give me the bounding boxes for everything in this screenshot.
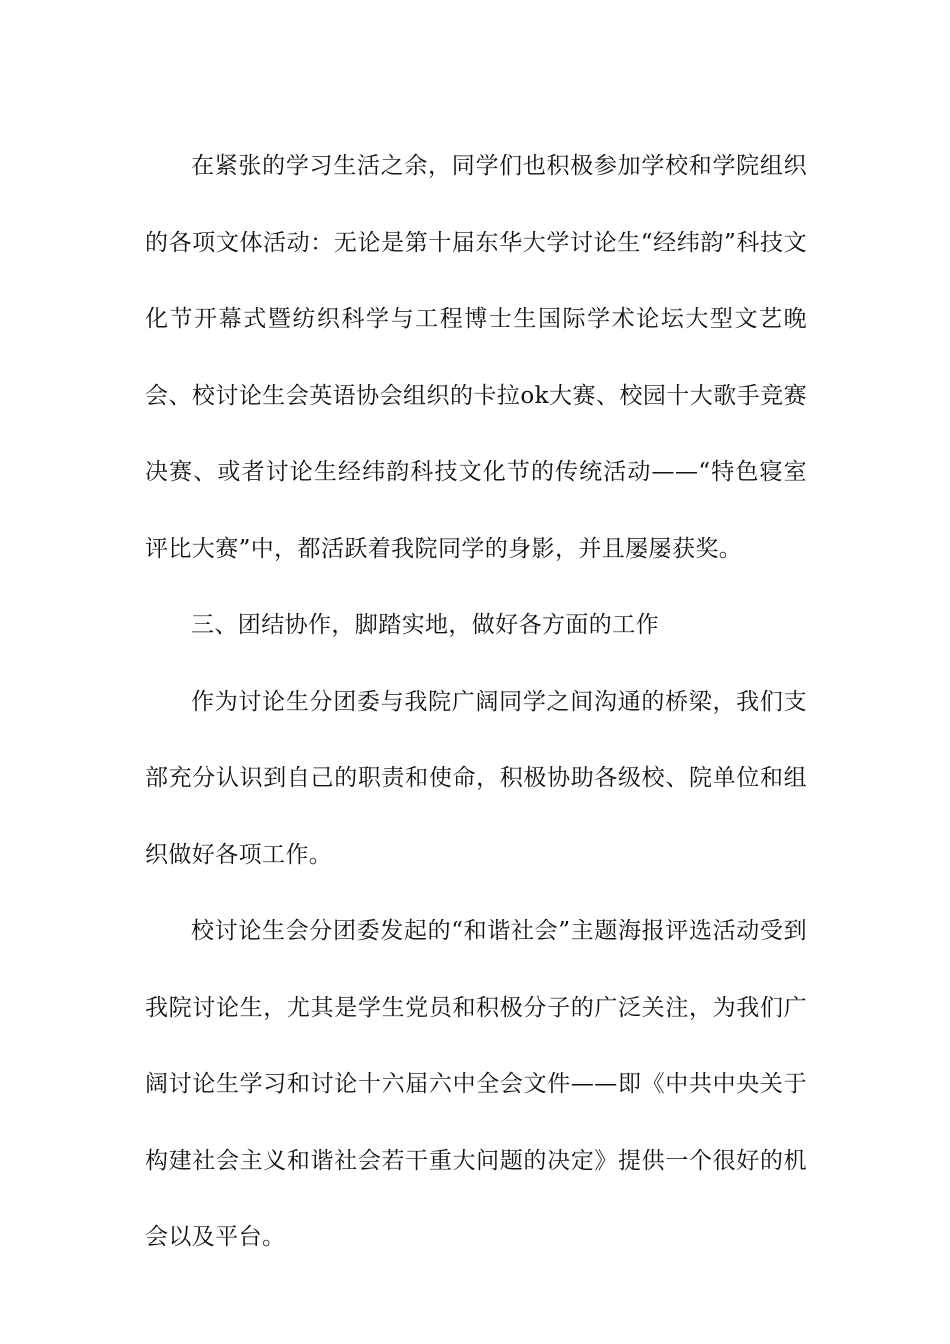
paragraph-bridge-role: 作为讨论生分团委与我院广阔同学之间沟通的桥梁，我们支部充分认识到自己的职责和使命，积极协助各级校、院单位和组织做好各项工作。 — [145, 688, 807, 868]
paragraph-poster-campaign: 校讨论生会分团委发起的“和谐社会”主题海报评选活动受到我院讨论生，尤其是学生党员和积极分子的广泛关注，为我们广阔讨论生学习和讨论十六届六中全会文件——即《中共中央关于构建社会主义和谐社会若干重大问题的决定》提供一个很好的机会以及平台。 — [145, 918, 807, 1250]
document-body — [145, 128, 807, 1276]
section-heading-teamwork: 三、团结协作，脚踏实地，做好各方面的工作 — [191, 612, 659, 638]
paragraph-activities: 在紧张的学习生活之余，同学们也积极参加学校和学院组织的各项文体活动：无论是第十届东华大学讨论生“经纬韵”科技文化节开幕式暨纺织科学与工程博士生国际学术论坛大型文艺晚会、校讨论生会英语协会组织的卡拉ok大赛、校园十大歌手竞赛决赛、或者讨论生经纬韵科技文化节的传统活动——“特色寝室评比大赛”中，都活跃着我院同学的身影，并且屡屡获奖。 — [145, 153, 807, 562]
